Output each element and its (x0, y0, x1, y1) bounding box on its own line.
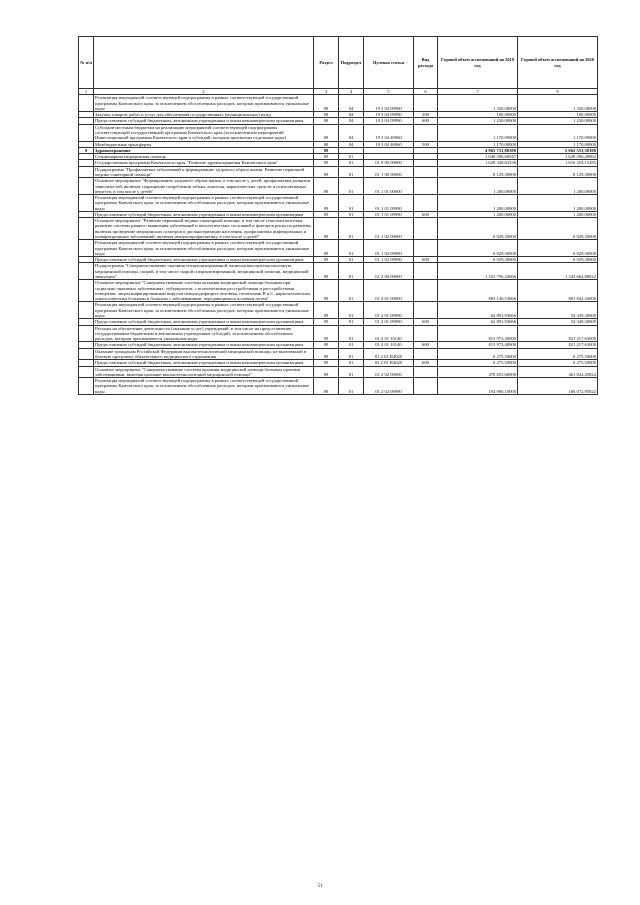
colnum: 8 (518, 89, 598, 95)
row-name: Подпрограмма "Профилактика заболеваний и формирование здорового образа жизни. Развитие первичной медико-санитарной помощи" (94, 166, 314, 178)
row-razdel: 09 (314, 263, 339, 280)
row-vr: 500 (414, 141, 438, 147)
table-row (79, 302, 598, 319)
row-vr: 600 (414, 360, 438, 366)
row-razdel: 09 (314, 147, 339, 153)
row-csr: 01 1 01 00000 (364, 178, 414, 195)
row-number (79, 195, 94, 212)
row-podrazdel: 04 (339, 118, 364, 124)
row-csr: 01 1 01 09990 (364, 211, 414, 217)
row-name: Подпрограмма "Совершенствование оказания специализированной, включая высокотехнологичную, медицинской помощи, скорой, в том числе скорой специализированной, медицинской помощи, медицинской эвакуации" (94, 263, 314, 280)
row-vr (414, 166, 438, 178)
row-number (79, 348, 94, 360)
row-amount-2019: 1 330,00000 (438, 95, 518, 112)
row-name: Государственная программа Камчатского края "Развитие здравоохранения Камчатского края" (94, 160, 314, 166)
row-vr: 600 (414, 118, 438, 124)
row-csr: 19 3 04 40060 (364, 124, 414, 141)
row-name: Основное мероприятие "Развитие первичной медико-санитарной помощи, в том числе сельским жителям, развитие системы раннего выявления заболеваний и патологических состояний и факторов риска их развития, включая проведение медицинских осмотров и диспансеризации населения, профилактика инфекционных и неинфекционных заболеваний, включая иммунопрофилактику, в том числе у детей" (95, 218, 312, 240)
row-podrazdel: 01 (339, 348, 364, 360)
row-number (79, 240, 94, 257)
row-number (79, 263, 94, 280)
row-vr (414, 263, 438, 280)
row-podrazdel: 01 (339, 160, 364, 166)
row-amount-2020: 1 170,00000 (518, 141, 598, 147)
row-amount-2020: 1 200,00000 (518, 211, 598, 217)
row-amount-2019: 62 891,93666 (438, 319, 518, 325)
row-vr (414, 95, 438, 112)
row-csr: 19 3 04 40060 (364, 141, 414, 147)
row-podrazdel: 01 (339, 378, 364, 395)
row-amount-2020: 6 929,30000 (518, 218, 598, 240)
row-name: Предоставление субсидий бюджетным, автономным учреждениям и иным некоммерческим организациям (94, 211, 314, 217)
row-vr (414, 366, 438, 378)
row-podrazdel: 01 (339, 325, 364, 342)
row-razdel: 08 (314, 118, 339, 124)
row-razdel: 09 (314, 342, 339, 348)
row-amount-2019: 194 906,10000 (438, 378, 518, 395)
row-amount-2019: 1 230,00000 (438, 118, 518, 124)
row-podrazdel: 01 (339, 195, 364, 212)
header-2019: Годовой объем ассигнований на 2019 год (438, 37, 518, 89)
row-amount-2019: 1 640 296,66947 (438, 154, 518, 160)
row-amount-2019: 6 929,30000 (438, 218, 518, 240)
row-amount-2020: 881 842,43000 (518, 280, 598, 302)
page-number: 51 (317, 884, 323, 889)
row-name: Предоставление субсидий бюджетным, автономным учреждениям и иным некоммерческим организациям (94, 360, 314, 366)
row-razdel: 09 (314, 360, 339, 366)
row-csr: 01 2 00 00000 (364, 263, 414, 280)
row-name: Субсидии местным бюджетам на реализацию мероприятий соответствующей подпрограммы соответствующей государственной программы Камчатского края (за исключением мероприятий Инвестиционной программы Камчатского края и субсидий, которым присвоены отдельные коды) (94, 124, 314, 141)
row-csr: 01 0 00 00000 (364, 160, 414, 166)
row-vr (414, 325, 438, 342)
row-number (79, 366, 94, 378)
row-amount-2020: 1 230,00000 (518, 118, 598, 124)
row-csr: 01 1 02 09990 (364, 240, 414, 257)
row-amount-2019: 1 170,00000 (438, 141, 518, 147)
row-vr: 600 (414, 319, 438, 325)
row-name: Реализация мероприятий соответствующей подпрограммы в рамках соответствующей государственной программы Камчатского края, за исключением обособленных расходов, которым присваиваются уникальные коды (94, 302, 314, 319)
row-podrazdel: 01 (339, 319, 364, 325)
row-amount-2019: 100,00000 (438, 112, 518, 118)
row-vr: 600 (414, 257, 438, 263)
row-razdel: 09 (314, 319, 339, 325)
row-number (79, 218, 94, 240)
table-row (79, 325, 598, 342)
row-name: Основное мероприятие "Совершенствование системы оказания медицинской помощи больным при социально-значимых заболеваниях: туберкулезом, с психическими расстройствами и расстройствами поведения, лицам инфицированным вирусом иммунодефицита человека, гепатитами B и C, наркологическим, онкологическим больным и больным с заболеваниями, передающимися половым путем" (94, 280, 314, 302)
row-amount-2019: 470 655,60000 (438, 366, 518, 378)
row-amount-2019: 1 200,00000 (438, 195, 518, 212)
row-name: Предоставление субсидий бюджетным, автономным учреждениям и иным некоммерческим организациям (94, 319, 314, 325)
row-amount-2020: 186 072,95822 (518, 378, 598, 395)
colnum: 3 (314, 89, 339, 95)
row-name: Стационарная медицинская помощь (94, 154, 314, 160)
row-vr (414, 195, 438, 212)
row-amount-2019: 813 973,40000 (438, 325, 518, 342)
header-podrazdel: Подраздел (339, 37, 364, 89)
row-amount-2020: 6 275,50000 (518, 360, 598, 366)
row-name: Основное мероприятие "Формирование здорового образа жизни, в том числе у детей, профилактика развития зависимостей, включая сокращение потребления табака, алкоголя, наркотических средств и психоактивных веществ, в том числе у детей" (94, 178, 314, 195)
row-vr (414, 218, 438, 240)
row-podrazdel: 04 (339, 124, 364, 141)
row-podrazdel: 01 (339, 178, 364, 195)
row-csr: 01 1 02 00000 (364, 218, 414, 240)
row-csr: 01 2 01 R4020 (364, 360, 414, 366)
table-row (79, 240, 598, 257)
row-amount-2019: 1 170,00000 (438, 124, 518, 141)
row-podrazdel: 01 (339, 360, 364, 366)
row-amount-2019: 1 200,00000 (438, 211, 518, 217)
row-amount-2020: 1 170,00000 (518, 124, 598, 141)
row-amount-2020: 461 822,45822 (518, 366, 598, 378)
row-number (79, 280, 94, 302)
row-vr (414, 124, 438, 141)
row-razdel: 09 (314, 211, 339, 217)
header-name (94, 37, 314, 89)
row-number (79, 166, 94, 178)
row-podrazdel: 01 (339, 166, 364, 178)
row-razdel: 09 (314, 218, 339, 240)
colnum: 6 (414, 89, 438, 95)
row-podrazdel: 04 (339, 95, 364, 112)
row-name: Реализация мероприятий соответствующей подпрограммы в рамках соответствующей государственной программы Камчатского края, за исключением обособленных расходов, которым присваиваются уникальные коды (94, 195, 314, 212)
row-csr: 19 3 04 09990 (364, 112, 414, 118)
budget-table (78, 36, 598, 395)
row-csr: 01 2 01 09990 (364, 302, 414, 319)
row-amount-2020: 1 330,00000 (518, 95, 598, 112)
row-number (79, 302, 94, 319)
header-row (79, 37, 598, 89)
row-amount-2020: 1 628 206,28862 (518, 154, 598, 160)
row-razdel: 09 (314, 348, 339, 360)
row-csr: 01 2 02 09990 (364, 378, 414, 395)
row-csr: 19 3 04 09990 (364, 118, 414, 124)
row-amount-2019: 1 200,00000 (438, 178, 518, 195)
row-podrazdel: 01 (339, 263, 364, 280)
row-vr: 600 (414, 342, 438, 348)
row-csr: 01 2 01 00000 (364, 280, 414, 302)
table-row (79, 378, 598, 395)
row-amount-2020: 5 062 553,38100 (518, 147, 598, 153)
row-podrazdel: 01 (339, 218, 364, 240)
row-podrazdel: 01 (339, 211, 364, 217)
row-amount-2019: 62 891,93666 (438, 302, 518, 319)
header-vr: Вид расхода (414, 37, 438, 89)
row-name: Оказание гражданам Российской Федерации высокотехнологичной медицинской помощи, не включенной в базовую программу обязательного медицинского страхования (94, 348, 314, 360)
row-name: Реализация мероприятий соответствующей подпрограммы в рамках соответствующей государственной программы Камчатского края, за исключением обособленных расходов, которым присваиваются уникальные коды (94, 95, 314, 112)
row-name: Предоставление субсидий бюджетным, автономным учреждениям и иным некоммерческим организациям (94, 257, 314, 263)
row-razdel: 09 (314, 325, 339, 342)
colnum: 4 (339, 89, 364, 95)
colnum: 1 (79, 89, 94, 95)
row-razdel: 09 (314, 240, 339, 257)
row-amount-2019: 883 140,53666 (438, 280, 518, 302)
row-vr: 600 (414, 211, 438, 217)
row-vr (414, 378, 438, 395)
row-podrazdel: 04 (339, 112, 364, 118)
row-csr: 01 1 00 00000 (364, 166, 414, 178)
row-razdel: 09 (314, 154, 339, 160)
row-vr (414, 302, 438, 319)
row-name: Основное мероприятие "Совершенствование системы оказания медицинской помощи больным прочими заболеваниями, включая оказание высокотехнологичной медицинской помощи" (94, 366, 314, 378)
colnum: 7 (438, 89, 518, 95)
row-amount-2019: 813 973,40000 (438, 342, 518, 348)
row-razdel: 09 (314, 257, 339, 263)
row-vr (414, 240, 438, 257)
row-podrazdel: 01 (339, 302, 364, 319)
row-amount-2020: 1 200,00000 (518, 178, 598, 195)
row-amount-2019: 6 929,30000 (438, 257, 518, 263)
row-razdel: 08 (314, 95, 339, 112)
header-csr: Целевая статья (364, 37, 414, 89)
row-name: Предоставление субсидий бюджетным, автономным учреждениям и иным некоммерческим организациям (94, 118, 314, 124)
row-vr: 200 (414, 112, 438, 118)
row-razdel: 09 (314, 366, 339, 378)
table-row (79, 166, 598, 178)
row-razdel: 08 (314, 141, 339, 147)
row-amount-2020: 100,00000 (518, 112, 598, 118)
table-row (79, 348, 598, 360)
row-razdel: 09 (314, 178, 339, 195)
row-podrazdel: 01 (339, 154, 364, 160)
row-number (79, 124, 94, 141)
header-razdel: Раздел (314, 37, 339, 89)
row-razdel: 09 (314, 166, 339, 178)
header-2020: Годовой объем ассигнований на 2020 год (518, 37, 598, 89)
row-name: Реализация мероприятий соответствующей подпрограммы в рамках соответствующей государственной программы Камчатского края, за исключением обособленных расходов, которым присваиваются уникальные коды (94, 240, 314, 257)
row-number (79, 95, 94, 112)
colnum: 2 (94, 89, 314, 95)
row-razdel: 09 (314, 378, 339, 395)
row-csr: 19 3 04 09990 (364, 95, 414, 112)
table-row (79, 178, 598, 195)
row-amount-2020: 54 349,30000 (518, 302, 598, 319)
table-row (79, 195, 598, 212)
row-amount-2020: 821 217,63000 (518, 325, 598, 342)
row-podrazdel: 01 (339, 257, 364, 263)
row-podrazdel: 01 (339, 280, 364, 302)
row-amount-2019: 4 965 731,88300 (438, 147, 518, 153)
table-row (79, 263, 598, 280)
row-amount-2019: 6 929,30000 (438, 240, 518, 257)
row-amount-2020: 6 929,30000 (518, 257, 598, 263)
row-csr: 01 1 01 09990 (364, 195, 414, 212)
row-podrazdel: 01 (339, 240, 364, 257)
row-csr: 01 2 01 09990 (364, 319, 414, 325)
row-csr: 01 2 01 R4020 (364, 348, 414, 360)
colnum: 5 (364, 89, 414, 95)
row-razdel: 09 (314, 195, 339, 212)
row-amount-2019: 1 628 348,63336 (438, 160, 518, 166)
row-amount-2020: 821 217,63000 (518, 342, 598, 348)
row-podrazdel: 04 (339, 141, 364, 147)
row-amount-2019: 1 353 796,43666 (438, 263, 518, 280)
table-row (79, 124, 598, 141)
row-amount-2019: 6 275,50000 (438, 360, 518, 366)
row-amount-2020: 8 129,30000 (518, 166, 598, 178)
row-amount-2020: 1 200,00000 (518, 195, 598, 212)
row-name: Закупка товаров, работ и услуг для обеспечения государственных (муниципальных) нужд (94, 112, 314, 118)
row-amount-2019: 8 129,30000 (438, 166, 518, 178)
header-no: № п/п (79, 37, 94, 89)
row-amount-2020: 6 929,30000 (518, 240, 598, 257)
row-amount-2019: 6 275,50000 (438, 348, 518, 360)
row-number: 9 (79, 147, 94, 153)
row-number (79, 325, 94, 342)
table-row (79, 280, 598, 302)
row-number (79, 378, 94, 395)
row-razdel: 09 (314, 302, 339, 319)
row-amount-2020: 1 343 664,88822 (518, 263, 598, 280)
row-podrazdel: 01 (339, 366, 364, 378)
row-razdel: 09 (314, 280, 339, 302)
row-vr (414, 280, 438, 302)
table-row (79, 95, 598, 112)
row-amount-2020: 1 616 354,15285 (518, 160, 598, 166)
row-name: Межбюджетные трансферты (94, 141, 314, 147)
row-podrazdel: 01 (339, 342, 364, 348)
row-razdel: 08 (314, 112, 339, 118)
row-razdel: 09 (314, 160, 339, 166)
row-amount-2020: 54 349,30000 (518, 319, 598, 325)
row-csr: 01 2 02 00000 (364, 366, 414, 378)
row-name: Реализация мероприятий соответствующей подпрограммы в рамках соответствующей государственной программы Камчатского края, за исключением обособленных расходов, которым присваиваются уникальные коды (94, 378, 314, 395)
row-razdel: 08 (314, 124, 339, 141)
row-csr: 01 2 01 10140 (364, 342, 414, 348)
row-vr (414, 178, 438, 195)
table-row (79, 366, 598, 378)
row-csr: 01 1 02 09990 (364, 257, 414, 263)
row-vr (414, 348, 438, 360)
row-amount-2020: 6 275,50000 (518, 348, 598, 360)
table-row (79, 218, 598, 240)
row-name: Здравоохранение (94, 147, 314, 153)
row-csr: 01 2 01 10140 (364, 325, 414, 342)
row-name: Предоставление субсидий бюджетным, автономным учреждениям и иным некоммерческим организациям (94, 342, 314, 348)
row-name: Расходы на обеспечение деятельности (оказание услуг) учреждений, в том числе на предоставление государственным бюджетным и автономным учреждениям субсидий, за исключением обособленных расходов, которым присваиваются уникальные коды (94, 325, 314, 342)
row-number (79, 178, 94, 195)
